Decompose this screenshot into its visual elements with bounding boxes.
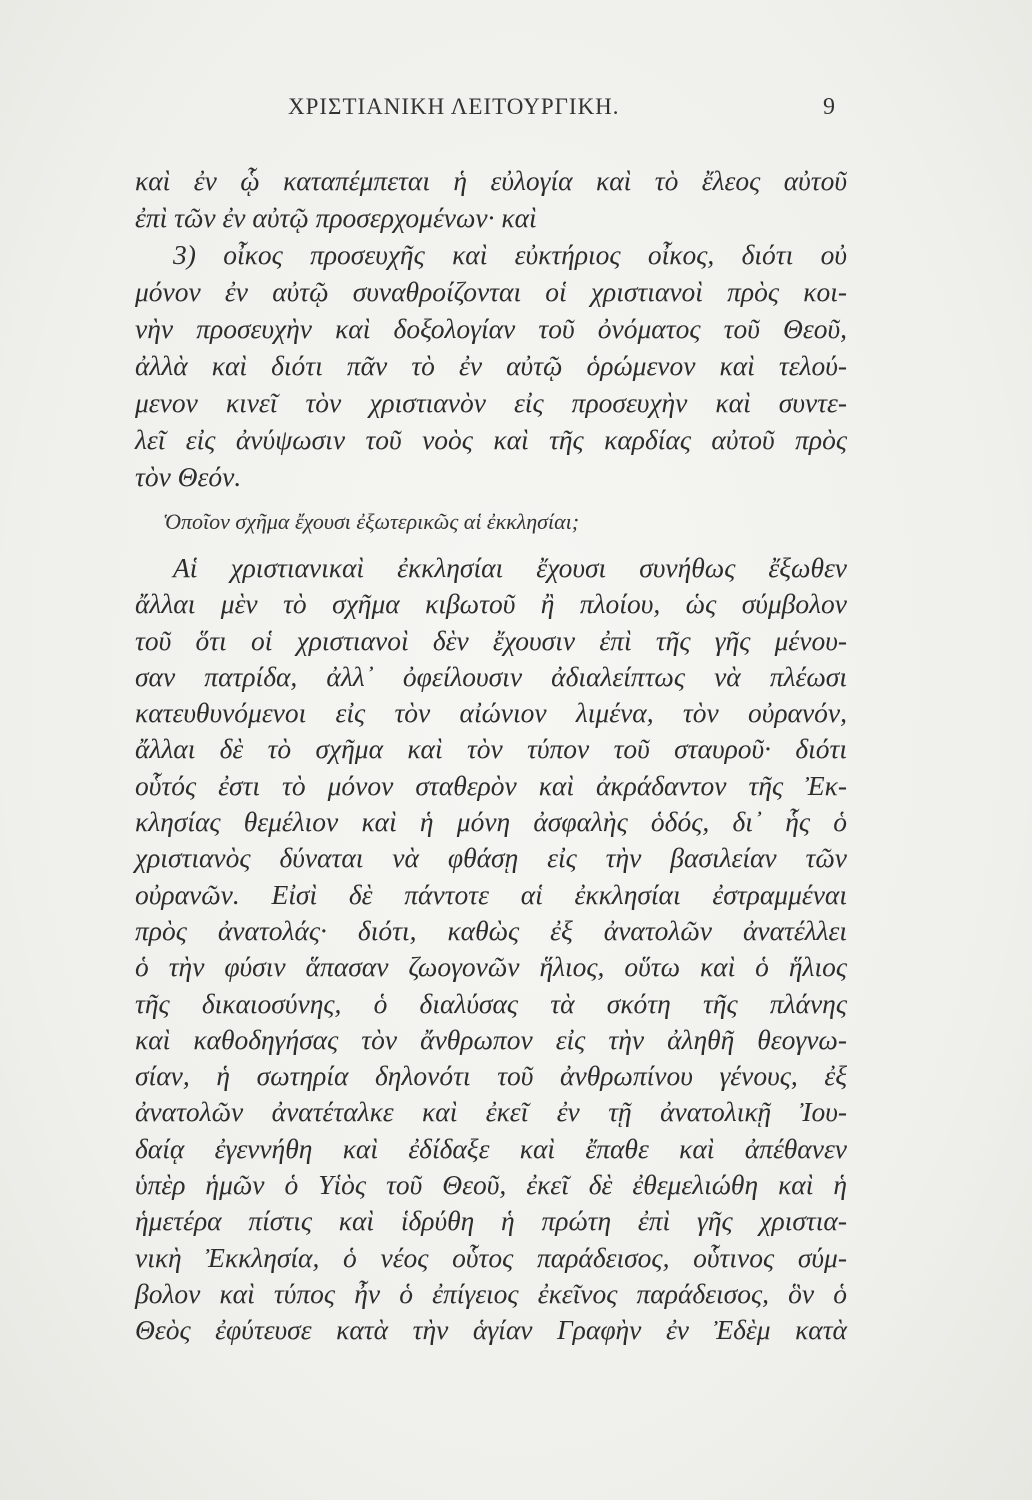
running-title: ΧΡΙΣΤΙΑΝΙΚΗ ΛΕΙΤΟΥΡΓΙΚΗ. [288,94,620,119]
text-line: ὁ τὴν φύσιν ἅπασαν ζωογονῶν ἥλιος, οὕτω καὶ ὁ ἥλιος [135,951,847,983]
text-line: Αἱ χριστιανικαὶ ἐκκλησίαι ἔχουσι συνήθως ἔξωθεν [173,552,847,583]
text-line: νὴν προσευχὴν καὶ δοξολογίαν τοῦ ὀνόματος τοῦ Θεοῦ, [135,313,847,344]
text-line: λεῖ εἰς ἀνύψωσιν τοῦ νοὸς καὶ τῆς καρδίας αὐτοῦ πρὸς [135,424,847,455]
text-line: τῆς δικαιοσύνης, ὁ διαλύσας τὰ σκότη τῆς πλάνης [135,987,847,1019]
running-header [288,94,836,126]
text-line: βολον καὶ τύπος ἦν ὁ ἐπίγειος ἐκεῖνος παράδεισος, ὃν ὁ [135,1277,847,1309]
text-line: καὶ καθοδηγήσας τὸν ἄνθρωπον εἰς τὴν ἀληθῆ θεογνω- [135,1023,847,1055]
text-line: πρὸς ἀνατολάς· διότι, καθὼς ἐξ ἀνατολῶν ἀνατέλλει [135,914,847,946]
text-line: καὶ ἐν ᾧ καταπέμπεται ἡ εὐλογία καὶ τὸ ἔλεος αὐτοῦ [135,165,847,196]
text-line: ἀλλὰ καὶ διότι πᾶν τὸ ἐν αὐτῷ ὁρώμενον καὶ τελού- [135,350,847,381]
text-line: ὑπὲρ ἡμῶν ὁ Υἱὸς τοῦ Θεοῦ, ἐκεῖ δὲ ἐθεμελιώθη καὶ ἡ [135,1169,847,1201]
paragraph-2 [135,550,847,1349]
text-line: δαίᾳ ἐγεννήθη καὶ ἐδίδαξε καὶ ἔπαθε καὶ ἀπέθανεν [135,1132,847,1164]
text-line: ἄλλαι μὲν τὸ σχῆμα κιβωτοῦ ἢ πλοίου, ὡς σύμβολον [135,588,847,620]
text-line: μόνον ἐν αὐτῷ συναθροίζονται οἱ χριστιανοὶ πρὸς κοι- [135,276,847,307]
text-line: σίαν, ἡ σωτηρία δηλονότι τοῦ ἀνθρωπίνου γένους, ἐξ [135,1060,847,1092]
text-line: Θεὸς ἐφύτευσε κατὰ τὴν ἁγίαν Γραφὴν ἐν Ἐδὲμ κατὰ [135,1314,847,1346]
text-line: τὸν Θεόν. [135,461,242,492]
text-line: κλησίας θεμέλιον καὶ ἡ μόνη ἀσφαλὴς ὁδός, δι᾽ ἧς ὁ [135,806,847,838]
text-line: ἐπὶ τῶν ἐν αὐτῷ προσερχομένων· καὶ [135,202,537,233]
text-line: κατευθυνόμενοι εἰς τὸν αἰώνιον λιμένα, τὸν οὐρανόν, [135,697,847,729]
text-line: σαν πατρίδα, ἀλλ᾽ ὀφείλουσιν ἀδιαλείπτως νὰ πλέωσι [135,660,847,692]
text-line: οὐρανῶν. Εἰσὶ δὲ πάντοτε αἱ ἐκκλησίαι ἐστραμμέναι [135,878,847,910]
text-line: ἀνατολῶν ἀνατέταλκε καὶ ἐκεῖ ἐν τῇ ἀνατολικῇ Ἰου- [135,1096,847,1128]
text-line: νικὴ Ἐκκλησία, ὁ νέος οὗτος παράδεισος, οὗτινος σύμ- [135,1241,847,1273]
text-line: τοῦ ὅτι οἱ χριστιανοὶ δὲν ἔχουσιν ἐπὶ τῆς γῆς μένου- [135,624,847,656]
section-question: Ὁποῖον σχῆμα ἔχουσι ἐξωτερικῶς αἱ ἐκκλησίαι; [163,509,580,534]
text-line: ἡμετέρα πίστις καὶ ἱδρύθη ἡ πρώτη ἐπὶ γῆς χριστια- [135,1205,847,1237]
paragraph-1 [135,162,847,495]
text-line: ἄλλαι δὲ τὸ σχῆμα καὶ τὸν τύπον τοῦ σταυροῦ· διότι [135,733,847,765]
text-line: 3) οἶκος προσευχῆς καὶ εὐκτήριος οἶκος, διότι οὐ [173,239,847,270]
page-number: 9 [823,94,836,120]
text-line: μενον κινεῖ τὸν χριστιανὸν εἰς προσευχὴν καὶ συντε- [135,387,847,418]
text-line: χριστιανὸς δύναται νὰ φθάσῃ εἰς τὴν βασιλείαν τῶν [135,842,847,874]
text-line: οὗτός ἐστι τὸ μόνον σταθερὸν καὶ ἀκράδαντον τῆς Ἐκ- [135,769,847,801]
